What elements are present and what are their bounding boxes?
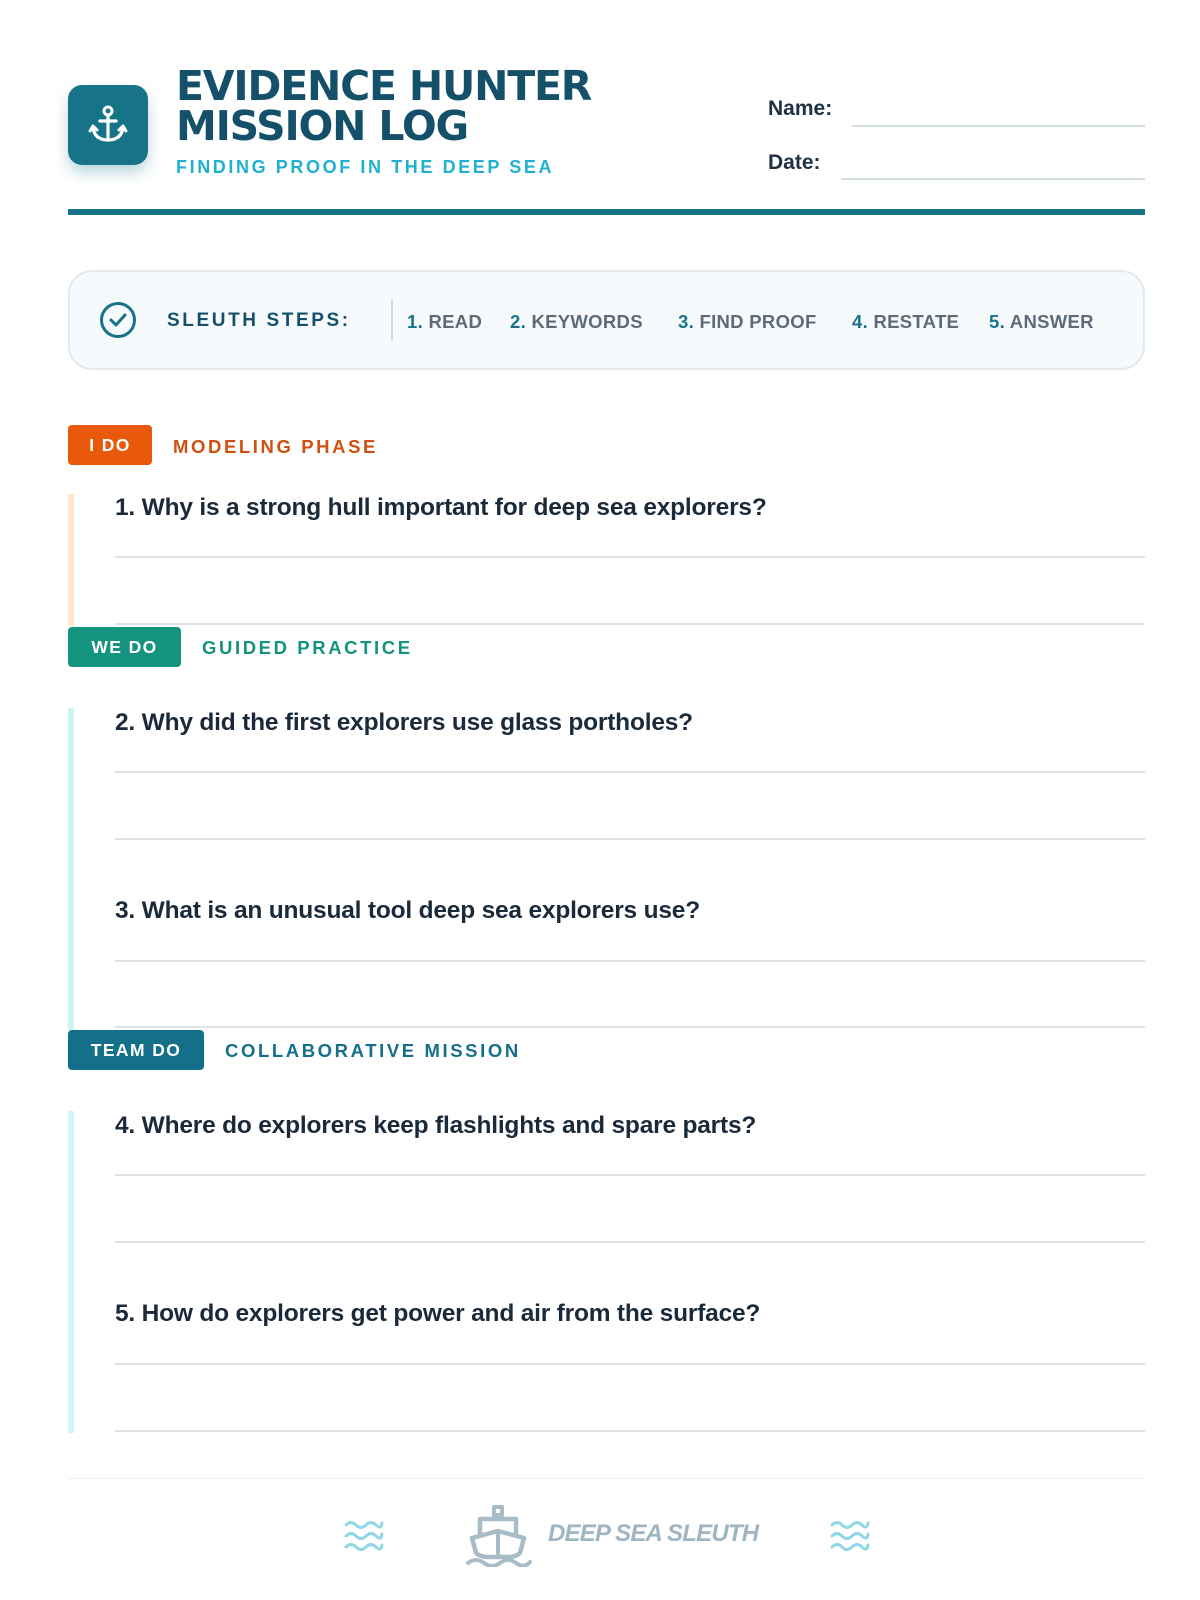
- section-title-collaborative: COLLABORATIVE MISSION: [225, 1040, 521, 1061]
- check-circle-icon: [100, 302, 136, 338]
- question-3: 3. What is an unusual tool deep sea explorers use?: [115, 897, 700, 924]
- name-field[interactable]: [852, 125, 1145, 127]
- ship-icon: [466, 1505, 532, 1567]
- i-do-badge: I DO: [68, 425, 152, 465]
- footer-divider: [68, 1478, 1145, 1479]
- answer-line[interactable]: [115, 1363, 1145, 1365]
- step-find-proof: 3. FIND PROOF: [678, 311, 817, 332]
- anchor-icon: [68, 85, 148, 165]
- answer-line[interactable]: [115, 1174, 1145, 1176]
- section-accent-bar: [68, 494, 74, 626]
- page-subtitle: FINDING PROOF IN THE DEEP SEA: [176, 157, 555, 177]
- footer-brand-text: DEEP SEA SLEUTH: [548, 1520, 759, 1547]
- section-title-modeling: MODELING PHASE: [173, 436, 378, 457]
- step-keywords: 2. KEYWORDS: [510, 311, 643, 332]
- step-restate: 4. RESTATE: [852, 311, 960, 332]
- waves-icon: [344, 1518, 384, 1554]
- answer-line[interactable]: [115, 556, 1145, 558]
- date-label: Date:: [768, 151, 821, 174]
- date-field[interactable]: [841, 178, 1145, 180]
- sleuth-steps-bar: [68, 270, 1145, 370]
- answer-line[interactable]: [115, 1241, 1145, 1243]
- answer-line[interactable]: [115, 960, 1145, 962]
- answer-line[interactable]: [115, 838, 1145, 840]
- waves-icon: [830, 1518, 870, 1554]
- header-divider: [68, 209, 1145, 215]
- we-do-badge: WE DO: [68, 627, 181, 667]
- answer-line[interactable]: [115, 1430, 1145, 1432]
- answer-line[interactable]: [115, 1026, 1145, 1028]
- section-title-guided: GUIDED PRACTICE: [202, 637, 413, 658]
- question-4: 4. Where do explorers keep flashlights and spare parts?: [115, 1112, 757, 1139]
- question-2: 2. Why did the first explorers use glass portholes?: [115, 709, 693, 736]
- section-accent-bar: [68, 708, 74, 1030]
- step-read: 1. READ: [407, 311, 483, 332]
- team-do-badge: TEAM DO: [68, 1030, 204, 1070]
- question-5: 5. How do explorers get power and air from the surface?: [115, 1300, 761, 1327]
- section-accent-bar: [68, 1111, 74, 1433]
- page-title: EVIDENCE HUNTER MISSION LOG: [176, 62, 592, 150]
- answer-line[interactable]: [115, 771, 1145, 773]
- sleuth-steps-label: SLEUTH STEPS:: [167, 310, 351, 331]
- steps-divider: [391, 300, 393, 340]
- name-label: Name:: [768, 97, 833, 120]
- question-1: 1. Why is a strong hull important for deep sea explorers?: [115, 494, 767, 521]
- answer-line[interactable]: [115, 623, 1145, 625]
- step-answer: 5. ANSWER: [989, 311, 1094, 332]
